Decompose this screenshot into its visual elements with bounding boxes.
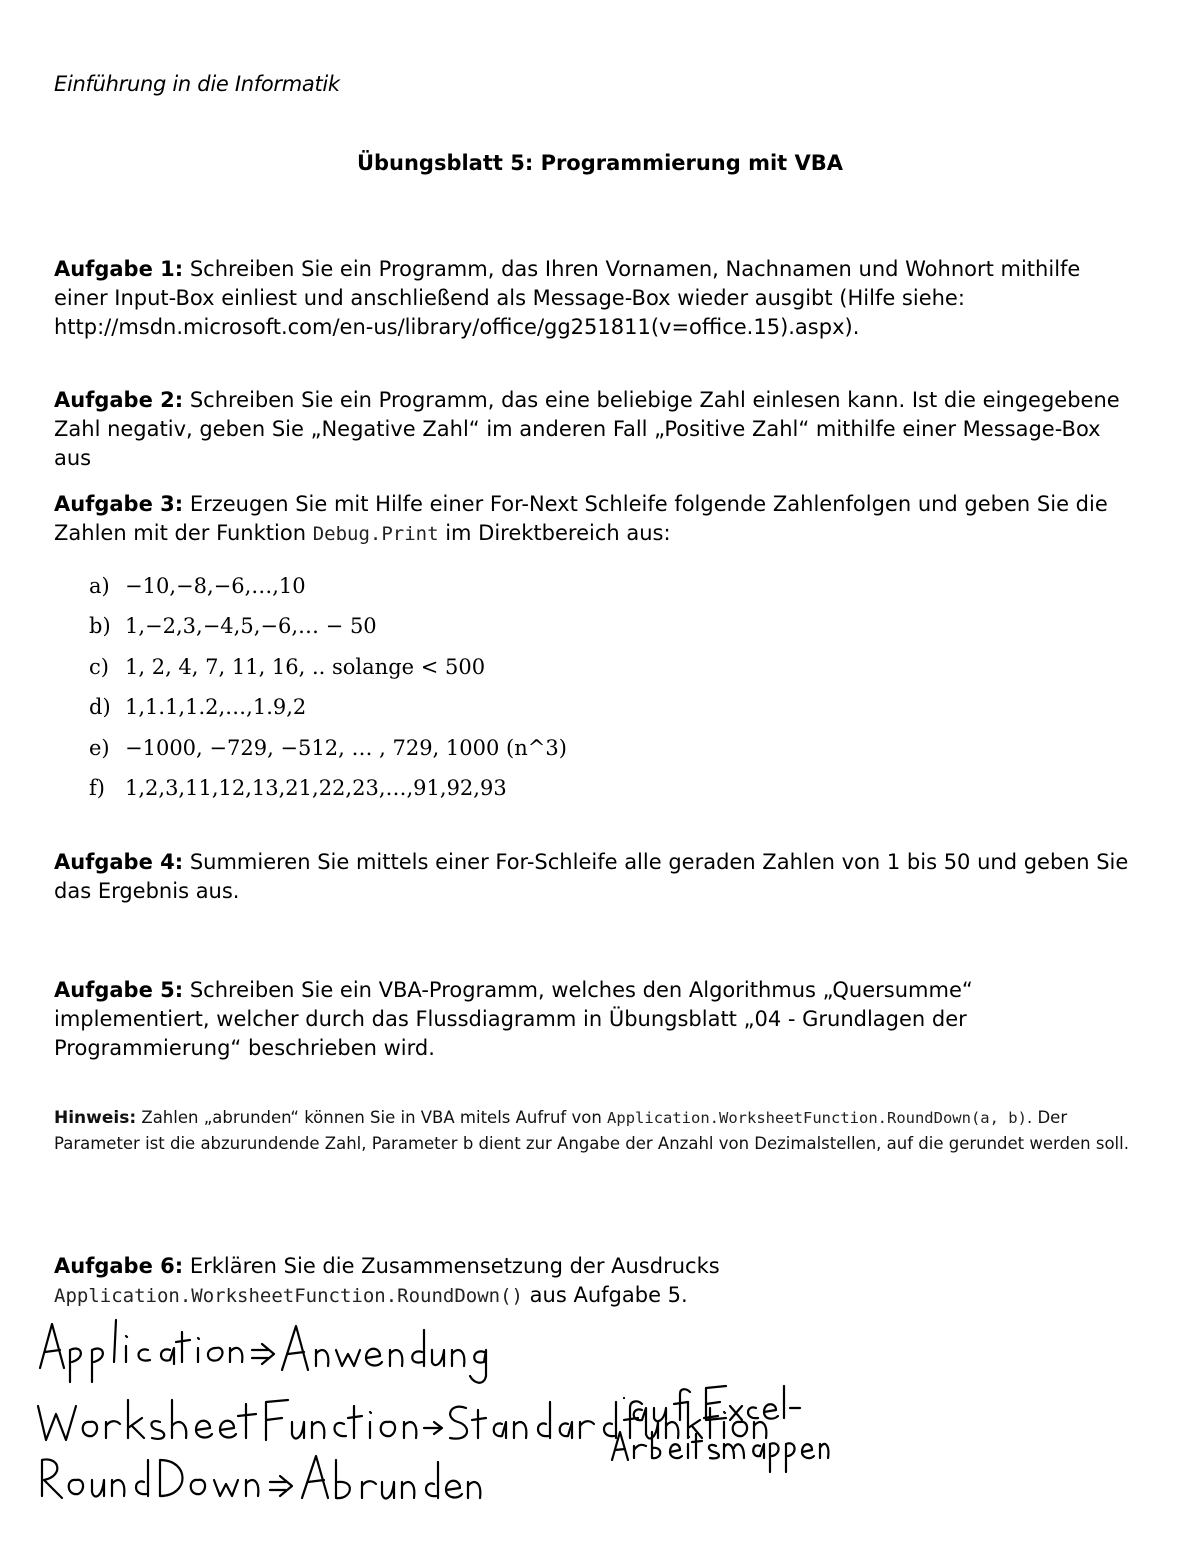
task-3 xyxy=(54,490,1134,549)
inline-code: Debug.Print xyxy=(312,523,439,545)
hint-note: Hinweis: Zahlen „abrunden“ können Sie in VBA mitels Aufruf von Application.WorksheetFunction.RoundDown(a, b). Der Parameter ist die abzurundende Zahl, Parameter b dient zur Angabe der Anzahl von Dezimalstellen, auf die gerundet werden soll. xyxy=(54,1108,1129,1153)
task-label: Aufgabe 5: xyxy=(54,978,184,1002)
sequence-item: f) 1,2,3,11,12,13,21,22,23,…,91,92,93 xyxy=(89,776,507,801)
inline-code: Application.WorksheetFunction.RoundDown(a, b) xyxy=(607,1109,1027,1127)
sequence-item: e) −1000, −729, −512, … , 729, 1000 (n^3) xyxy=(89,735,567,760)
handwriting-line-application xyxy=(40,1320,486,1383)
task-text: Schreiben Sie ein Programm, das eine beliebige Zahl einlesen kann. Ist die eingegebene Zahl negativ, geben Sie „Negative Zahl“ im anderen Fall „Positive Zahl“ mithilfe einer Message-Box aus xyxy=(54,388,1120,470)
task-5 xyxy=(54,976,1134,1063)
task-label: Aufgabe 3: xyxy=(54,492,184,516)
task-text: Schreiben Sie ein Programm, das Ihren Vornamen, Nachnamen und Wohnort mithilfe einer Input-Box einliest und anschließend als Message-Box wieder ausgibt (Hilfe siehe: http://msdn.microsoft.com/en-us/library/office/gg251811(v=office.15).aspx). xyxy=(54,257,1081,339)
task-4 xyxy=(54,848,1134,906)
task-text: Schreiben Sie ein VBA-Programm, welches den Algorithmus „Quersumme“ implementiert, welcher durch das Flussdiagramm in Übungsblatt „04 - Grundlagen der Programmierung“ beschrieben wird. xyxy=(54,978,973,1060)
sequence-list xyxy=(89,566,567,808)
sequence-item: c) 1, 2, 4, 7, 11, 16, .. solange < 500 xyxy=(89,654,486,679)
sheet-title: Übungsblatt 5: Programmierung mit VBA xyxy=(356,151,844,175)
task-2 xyxy=(54,386,1134,473)
sequence-item: b) 1,−2,3,−4,5,−6,… − 50 xyxy=(89,614,377,639)
handwritten-answer xyxy=(30,1310,830,1510)
task-text: Erklären Sie die Zusammensetzung der Ausdrucks xyxy=(183,1254,720,1278)
task-text: im Direktbereich aus: xyxy=(438,521,671,545)
task-label: Aufgabe 6: xyxy=(54,1254,184,1278)
task-6 xyxy=(54,1252,1134,1311)
task-label: Aufgabe 1: xyxy=(54,257,184,281)
handwriting-line-rounddown xyxy=(42,1456,480,1498)
course-title: Einführung in die Informatik xyxy=(54,72,340,96)
sequence-item: d) 1,1.1,1.2,…,1.9,2 xyxy=(89,695,307,720)
task-label: Aufgabe 4: xyxy=(54,850,184,874)
sequence-item: a) −10,−8,−6,…,10 xyxy=(89,574,306,598)
task-1 xyxy=(54,255,1134,342)
handwriting-line-arbeitsmappen xyxy=(612,1432,828,1472)
task-text: Summieren Sie mittels einer For-Schleife alle geraden Zahlen von 1 bis 50 und geben Sie das Ergebnis aus. xyxy=(54,850,1129,903)
hint-label: Hinweis: xyxy=(54,1108,137,1128)
task-text: aus Aufgabe 5. xyxy=(523,1283,688,1307)
inline-code: Application.WorksheetFunction.RoundDown() xyxy=(54,1285,523,1307)
task-label: Aufgabe 2: xyxy=(54,388,184,412)
task-text: Erzeugen Sie mit Hilfe einer For-Next Schleife folgende Zahlenfolgen und geben Sie die Zahlen mit der Funktion xyxy=(54,492,1108,545)
